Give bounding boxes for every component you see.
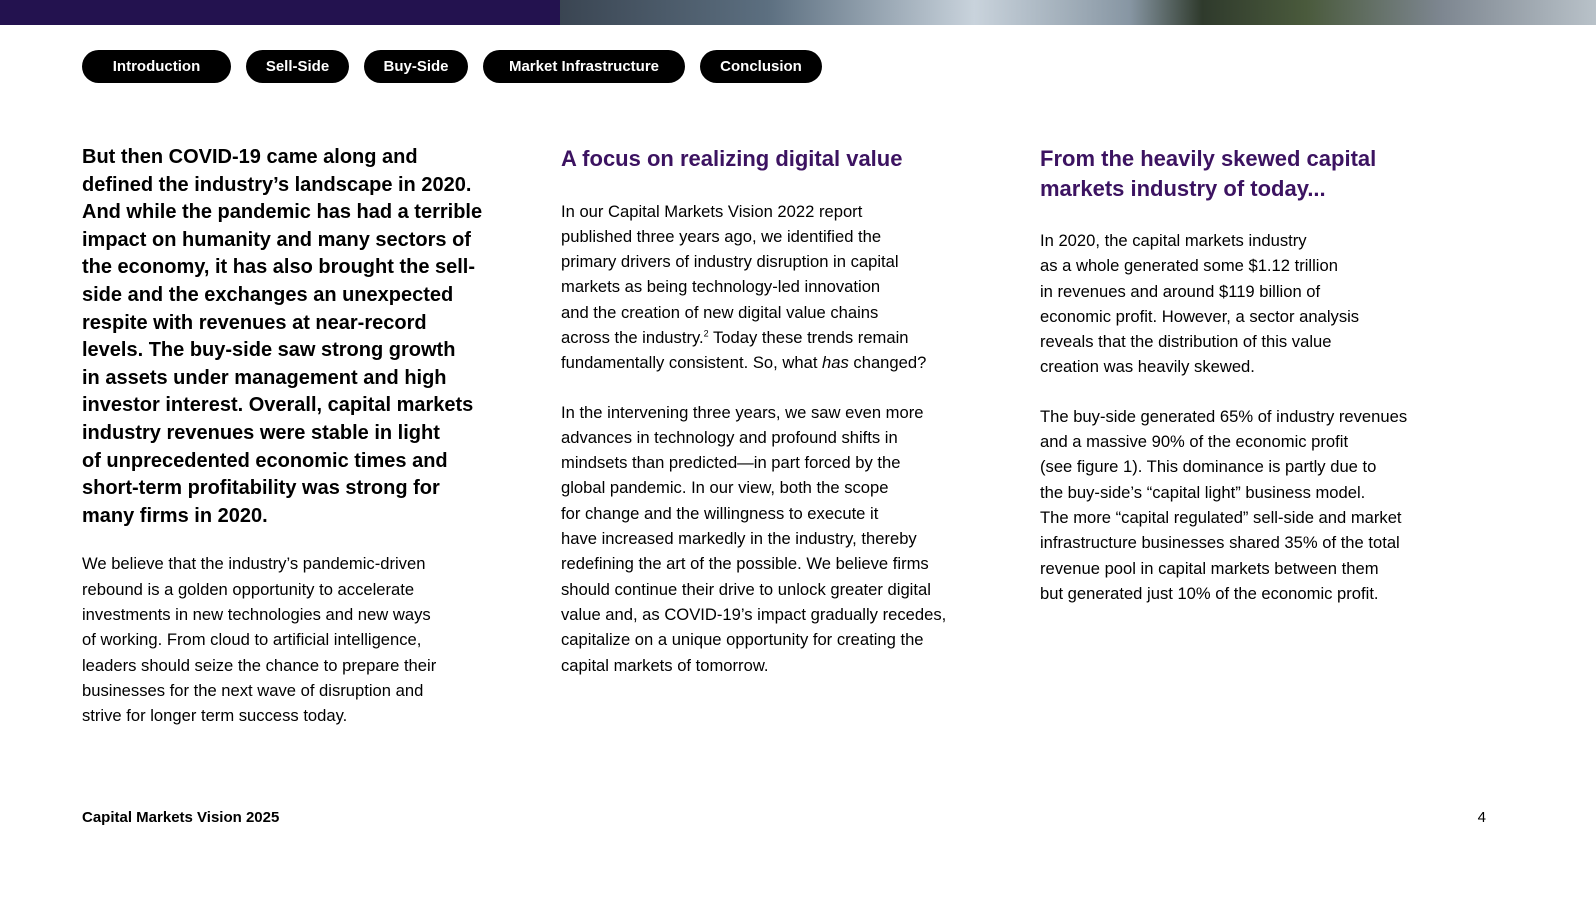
body-paragraph: We believe that the industry’s pandemic-driven rebound is a golden opportunity to accelerate investments in new technologies and new ways of working. From cloud to artificial intelligence, leaders should seize the chance to prepare their businesses for the next wave of disruption and strive for longer term success today. [82, 554, 437, 726]
tab-introduction[interactable]: Introduction [82, 50, 231, 83]
paragraph-text: Today these trends remain fundamentally consistent. So, what [561, 327, 909, 373]
lead-paragraph: But then COVID-19 came along and defined the industry’s landscape in 2020. And while the pandemic has had a terrible impact on humanity and many sectors of the economy, it has also brought the sell- side and the exchanges an unexpected respite with revenues at near-record levels. The buy-side saw strong growth in assets under management and high investor interest. Overall, capital markets industry revenues were stable in light of unprecedented economic times and short-term profitability was strong for many firms in 2020. [82, 146, 483, 527]
emphasis-text: has [822, 353, 849, 373]
footnote-reference[interactable]: 2 [703, 328, 709, 339]
body-paragraph [561, 199, 1021, 376]
body-paragraph: In the intervening three years, we saw even more advances in technology and profound shifts in mindsets than predicted—in part forced by the global pandemic. In our view, both the scope for change and the willingness to execute it have increased markedly in the industry, thereby redefining the art of the possible. We believe firms should continue their drive to unlock greater digital value and, as COVID-19’s impact gradually recedes, capitalize on a unique opportunity for creating the capital markets of tomorrow. [561, 402, 947, 675]
section-heading: From the heavily skewed capital markets industry of today... [1040, 146, 1377, 201]
tab-sell-side[interactable]: Sell-Side [246, 50, 349, 83]
body-paragraph: The buy-side generated 65% of industry revenues and a massive 90% of the economic profit (see figure 1). This dominance is partly due to the buy-side’s “capital light” business model. The more “capital regulated” sell-side and market infrastructure businesses shared 35% of the total revenue pool in capital markets between them but generated just 10% of the economic profit. [1040, 406, 1408, 603]
footer-title: Capital Markets Vision 2025 [82, 809, 280, 826]
header-color-block [0, 0, 560, 25]
section-heading: A focus on realizing digital value [561, 146, 903, 171]
tab-buy-side[interactable]: Buy-Side [364, 50, 468, 83]
column-left [82, 144, 542, 728]
paragraph-text: In our Capital Markets Vision 2022 report published three years ago, we identified the primary drivers of industry disruption in capital markets as being technology-led innovation and the creation of new digital value chains across the industry. [561, 201, 899, 347]
page-number: 4 [1477, 809, 1486, 826]
body-paragraph: In 2020, the capital markets industry as a whole generated some $1.12 trillion in revenues and around $119 billion of economic profit. However, a sector analysis reveals that the distribution of this value creation was heavily skewed. [1040, 231, 1360, 377]
column-right [1040, 144, 1510, 606]
paragraph-text: changed? [848, 353, 927, 373]
tab-conclusion[interactable]: Conclusion [700, 50, 822, 83]
header-image-band [0, 0, 1596, 25]
tab-market-infrastructure[interactable]: Market Infrastructure [483, 50, 685, 83]
header-photo-strip [560, 0, 1596, 25]
column-middle [561, 144, 1021, 678]
